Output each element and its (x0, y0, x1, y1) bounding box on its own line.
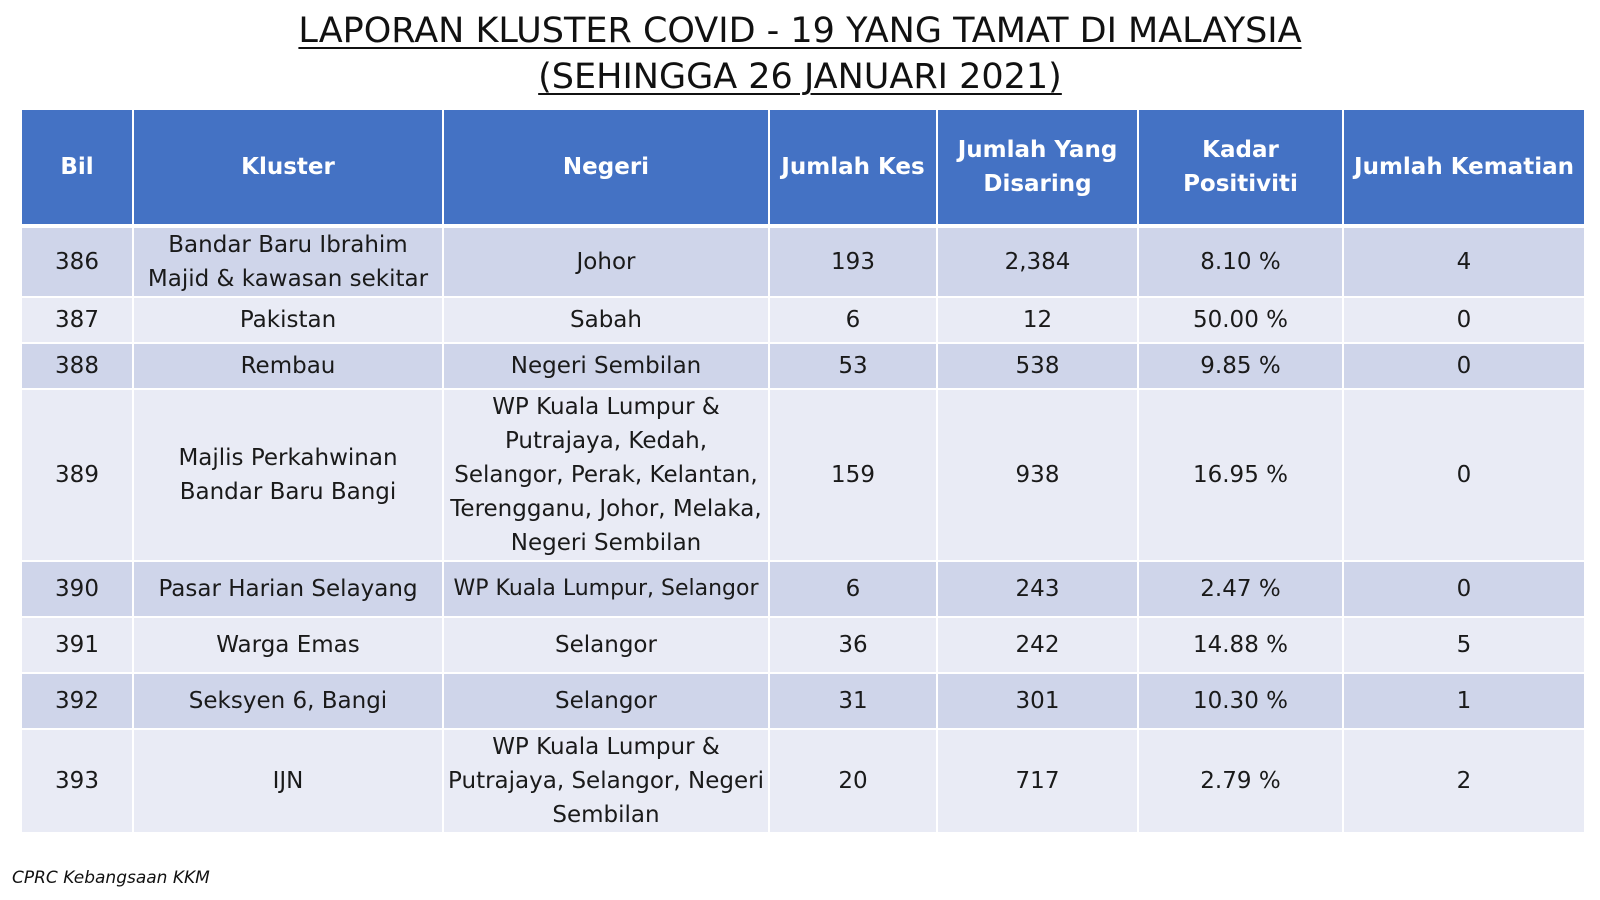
cell-jumlah-kes: 20 (769, 729, 937, 833)
cell-kluster: Majlis Perkahwinan Bandar Baru Bangi (133, 389, 443, 561)
table-row (21, 297, 1585, 343)
cell-jumlah-kes: 6 (769, 297, 937, 343)
cell-kadar-positiviti: 10.30 % (1138, 673, 1343, 729)
cell-jumlah-kes: 36 (769, 617, 937, 673)
cell-jumlah-disaring: 2,384 (937, 226, 1138, 297)
cell-jumlah-kes: 6 (769, 561, 937, 617)
cell-bil: 387 (21, 297, 133, 343)
cell-negeri: Negeri Sembilan (443, 343, 769, 389)
cell-jumlah-disaring: 538 (937, 343, 1138, 389)
cell-negeri: Selangor (443, 617, 769, 673)
cell-kadar-positiviti: 2.47 % (1138, 561, 1343, 617)
cell-jumlah-kes: 193 (769, 226, 937, 297)
cell-jumlah-kematian: 1 (1343, 673, 1585, 729)
header-negeri: Negeri (443, 110, 769, 226)
cell-jumlah-kematian: 0 (1343, 561, 1585, 617)
cell-kluster: Pakistan (133, 297, 443, 343)
table-row (21, 617, 1585, 673)
header-kluster: Kluster (133, 110, 443, 226)
cell-jumlah-disaring: 242 (937, 617, 1138, 673)
header-kadar-positiviti: Kadar Positiviti (1138, 110, 1343, 226)
cell-kadar-positiviti: 8.10 % (1138, 226, 1343, 297)
cell-jumlah-kematian: 2 (1343, 729, 1585, 833)
cell-kluster: IJN (133, 729, 443, 833)
header-bil: Bil (21, 110, 133, 226)
header-jumlah-kematian: Jumlah Kematian (1343, 110, 1585, 226)
cell-bil: 386 (21, 226, 133, 297)
table-row (21, 729, 1585, 833)
cell-kadar-positiviti: 2.79 % (1138, 729, 1343, 833)
cell-bil: 388 (21, 343, 133, 389)
cell-jumlah-disaring: 243 (937, 561, 1138, 617)
cell-bil: 392 (21, 673, 133, 729)
cell-jumlah-disaring: 12 (937, 297, 1138, 343)
cell-kluster: Seksyen 6, Bangi (133, 673, 443, 729)
title-line-1: LAPORAN KLUSTER COVID - 19 YANG TAMAT DI MALAYSIA (298, 11, 1302, 51)
cell-negeri: WP Kuala Lumpur & Putrajaya, Kedah, Selangor, Perak, Kelantan, Terengganu, Johor, Melaka, Negeri Sembilan (443, 389, 769, 561)
table-row (21, 389, 1585, 561)
source-footnote: CPRC Kebangsaan KKM (12, 868, 210, 888)
table-row (21, 343, 1585, 389)
cell-kadar-positiviti: 14.88 % (1138, 617, 1343, 673)
cell-jumlah-kematian: 0 (1343, 389, 1585, 561)
cell-negeri: Selangor (443, 673, 769, 729)
cell-jumlah-kes: 31 (769, 673, 937, 729)
table-header-row (21, 110, 1585, 226)
cell-kluster: Warga Emas (133, 617, 443, 673)
cell-bil: 393 (21, 729, 133, 833)
cell-kadar-positiviti: 50.00 % (1138, 297, 1343, 343)
cell-negeri: WP Kuala Lumpur, Selangor (443, 561, 769, 617)
cell-jumlah-disaring: 301 (937, 673, 1138, 729)
table-row (21, 561, 1585, 617)
cell-negeri: Johor (443, 226, 769, 297)
cell-jumlah-kes: 53 (769, 343, 937, 389)
header-jumlah-kes: Jumlah Kes (769, 110, 937, 226)
header-jumlah-disaring: Jumlah Yang Disaring (937, 110, 1138, 226)
cell-jumlah-kematian: 0 (1343, 343, 1585, 389)
cell-bil: 390 (21, 561, 133, 617)
cell-jumlah-kematian: 4 (1343, 226, 1585, 297)
cell-kadar-positiviti: 16.95 % (1138, 389, 1343, 561)
cell-kluster: Pasar Harian Selayang (133, 561, 443, 617)
cell-bil: 389 (21, 389, 133, 561)
cluster-table (20, 110, 1586, 834)
cell-kluster: Rembau (133, 343, 443, 389)
cell-jumlah-kes: 159 (769, 389, 937, 561)
page-title (0, 8, 1600, 100)
title-line-2: (SEHINGGA 26 JANUARI 2021) (538, 57, 1062, 97)
cell-kadar-positiviti: 9.85 % (1138, 343, 1343, 389)
cell-jumlah-kematian: 0 (1343, 297, 1585, 343)
cell-jumlah-disaring: 938 (937, 389, 1138, 561)
table-row (21, 673, 1585, 729)
cell-jumlah-disaring: 717 (937, 729, 1138, 833)
cell-negeri: WP Kuala Lumpur & Putrajaya, Selangor, Negeri Sembilan (443, 729, 769, 833)
cell-bil: 391 (21, 617, 133, 673)
table-row (21, 226, 1585, 297)
cell-negeri: Sabah (443, 297, 769, 343)
cell-kluster: Bandar Baru Ibrahim Majid & kawasan sekitar (133, 226, 443, 297)
cell-jumlah-kematian: 5 (1343, 617, 1585, 673)
